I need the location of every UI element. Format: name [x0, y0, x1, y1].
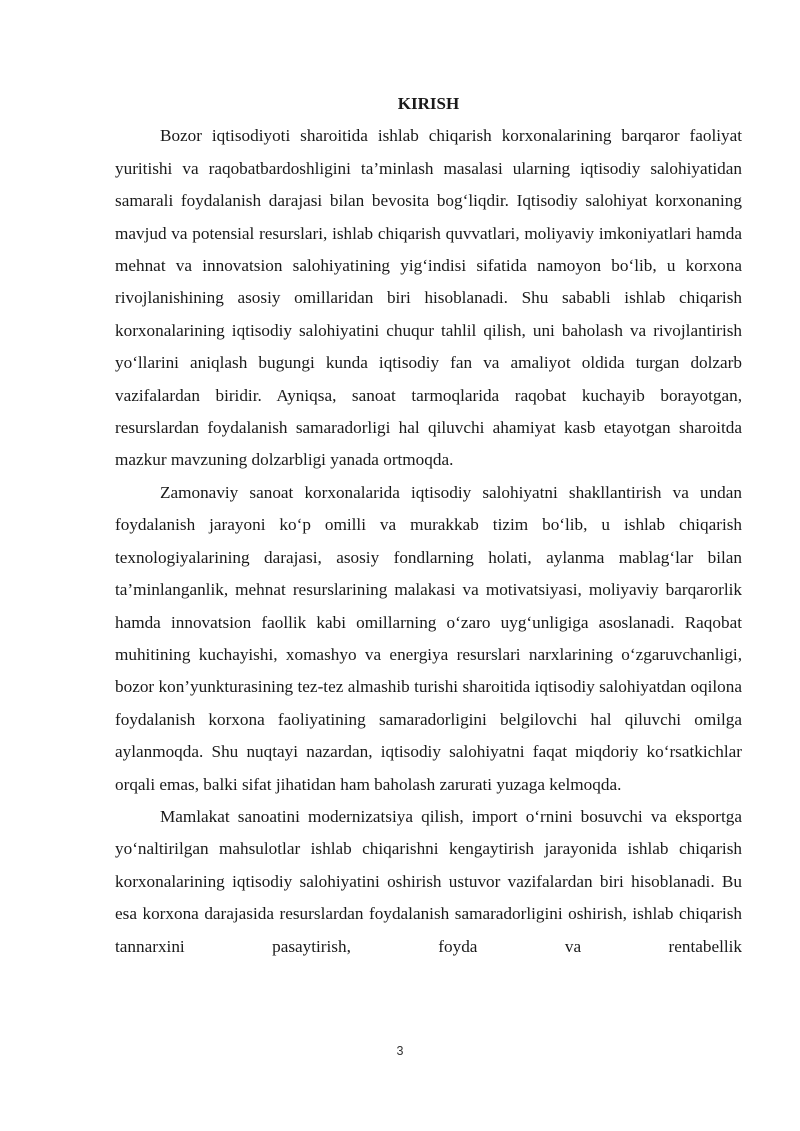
page-number: 3	[396, 1044, 404, 1058]
document-body	[115, 88, 742, 963]
paragraph-3: Mamlakat sanoatini modernizatsiya qilish, import o‘rnini bosuvchi va eksportga yo‘naltirilgan mahsulotlar ishlab chiqarishni kengaytirish jarayonida ishlab chiqarish korxonalarining iqtisodiy salohiyatini oshirish ustuvor vazifalardan biri hisoblanadi. Bu esa korxona darajasida resurslardan foydalanish samaradorligini oshirish, ishlab chiqarish tannarxini pasaytirish, foyda va rentabellik	[115, 806, 742, 956]
section-heading: KIRISH	[397, 94, 460, 113]
paragraph-1: Bozor iqtisodiyoti sharoitida ishlab chiqarish korxonalarining barqaror faoliyat yuritishi va raqobatbardoshligini ta’minlash masalasi ularning iqtisodiy salohiyatidan samarali foydalanish darajasi bilan bevosita bog‘liqdir. Iqtisodiy salohiyat korxonaning mavjud va potensial resurslari, ishlab chiqarish quvvatlari, moliyaviy imkoniyatlari hamda mehnat va innovatsion salohiyatining yig‘indisi sifatida namoyon bo‘lib, u korxona rivojlanishining asosiy omillaridan biri hisoblanadi. Shu sababli ishlab chiqarish korxonalarining iqtisodiy salohiyatini chuqur tahlil qilish, uni baholash va rivojlantirish yo‘llarini aniqlash bugungi kunda iqtisodiy fan va amaliyot oldida turgan dolzarb vazifalardan biridir. Ayniqsa, sanoat tarmoqlarida raqobat kuchayib borayotgan, resurslardan foydalanish samaradorligi hal qiluvchi ahamiyat kasb etayotgan sharoitda mazkur mavzuning dolzarbligi yanada ortmoqda.	[115, 126, 742, 470]
paragraph-2: Zamonaviy sanoat korxonalarida iqtisodiy salohiyatni shakllantirish va undan foydalanish jarayoni ko‘p omilli va murakkab tizim bo‘lib, u ishlab chiqarish texnologiyalarining darajasi, asosiy fondlarning holati, aylanma mablag‘lar bilan ta’minlanganlik, mehnat resurslarining malakasi va motivatsiyasi, moliyaviy barqarorlik hamda innovatsion faollik kabi omillarning o‘zaro uyg‘unligiga asoslanadi. Raqobat muhitining kuchayishi, xomashyo va energiya resurslari narxlarining o‘zgaruvchanligi, bozor kon’yunkturasining tez-tez almashib turishi sharoitida iqtisodiy salohiyatdan oqilona foydalanish korxona faoliyatining samaradorligini belgilovchi hal qiluvchi omilga aylanmoqda. Shu nuqtayi nazardan, iqtisodiy salohiyatni faqat miqdoriy ko‘rsatkichlar orqali emas, balki sifat jihatidan ham baholash zarurati yuzaga kelmoqda.	[115, 482, 742, 794]
